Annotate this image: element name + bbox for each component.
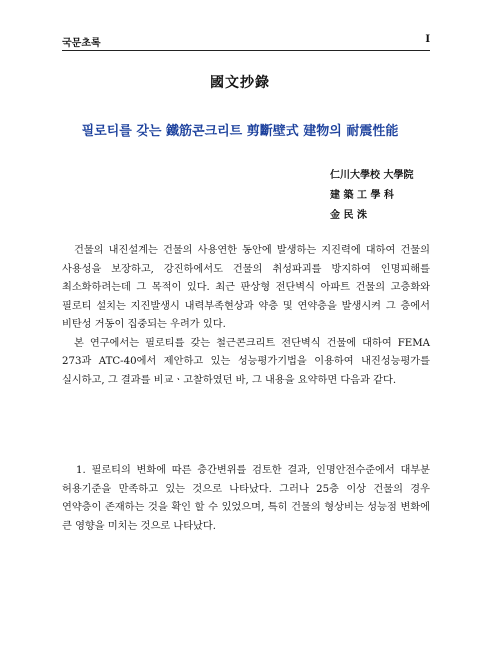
author-name: 金 民 洙 bbox=[330, 210, 367, 221]
header-divider bbox=[62, 50, 430, 51]
abstract-paragraph-1: 건물의 내진설계는 건물의 사용연한 동안에 발생하는 지진력에 대하여 건물의 사용성을 보장하고, 강진하에서도 건물의 취성파괴를 방지하여 인명피해를 최소화하려는데 그 목적이 있다. 최근 판상형 전단벽식 아파트 건물의 고층화와 필로티 설치는 지진발생시 내력부족현상과 약층 및 연약층을 발생시켜 그 층에서 비탄성 거동이 집중되는 우려가 있다. bbox=[62, 245, 430, 330]
finding-item-1: 1. 필로티의 변화에 따른 층간변위를 검토한 결과, 인명안전수준에서 대부분 허용기준을 만족하고 있는 것으로 나타났다. 그러나 25층 이상 건물의 경우 연약층이 존재하는 것을 확인 할 수 있었으며, 특히 건물의 형상비는 성능점 변화에 큰 영향을 미치는 것으로 나타났다. bbox=[62, 465, 430, 532]
header-section-label: 국문초록 bbox=[62, 38, 101, 49]
paper-title: 필로티를 갖는 鐵筋콘크리트 剪斷壁式 建物의 耐震性能 bbox=[81, 124, 399, 139]
page-number: I bbox=[425, 34, 430, 45]
abstract-body bbox=[62, 242, 430, 390]
school-name: 仁川大學校 大學院 bbox=[330, 170, 414, 181]
page-header bbox=[62, 34, 430, 48]
affiliation-block bbox=[330, 166, 413, 226]
findings-list bbox=[62, 462, 430, 536]
abstract-paragraph-2: 본 연구에서는 필로티를 갖는 철근콘크리트 전단벽식 건물에 대하여 FEMA 273과 ATC-40에서 제안하고 있는 성능평가기법을 이용하여 내진성능평가를 실시하고, 그 결과를 비교ㆍ고찰하였던 바, 그 내용을 요약하면 다음과 같다. bbox=[62, 337, 430, 386]
department-name: 建 築 工 學 科 bbox=[330, 190, 394, 201]
section-title: 國文抄錄 bbox=[210, 75, 270, 91]
